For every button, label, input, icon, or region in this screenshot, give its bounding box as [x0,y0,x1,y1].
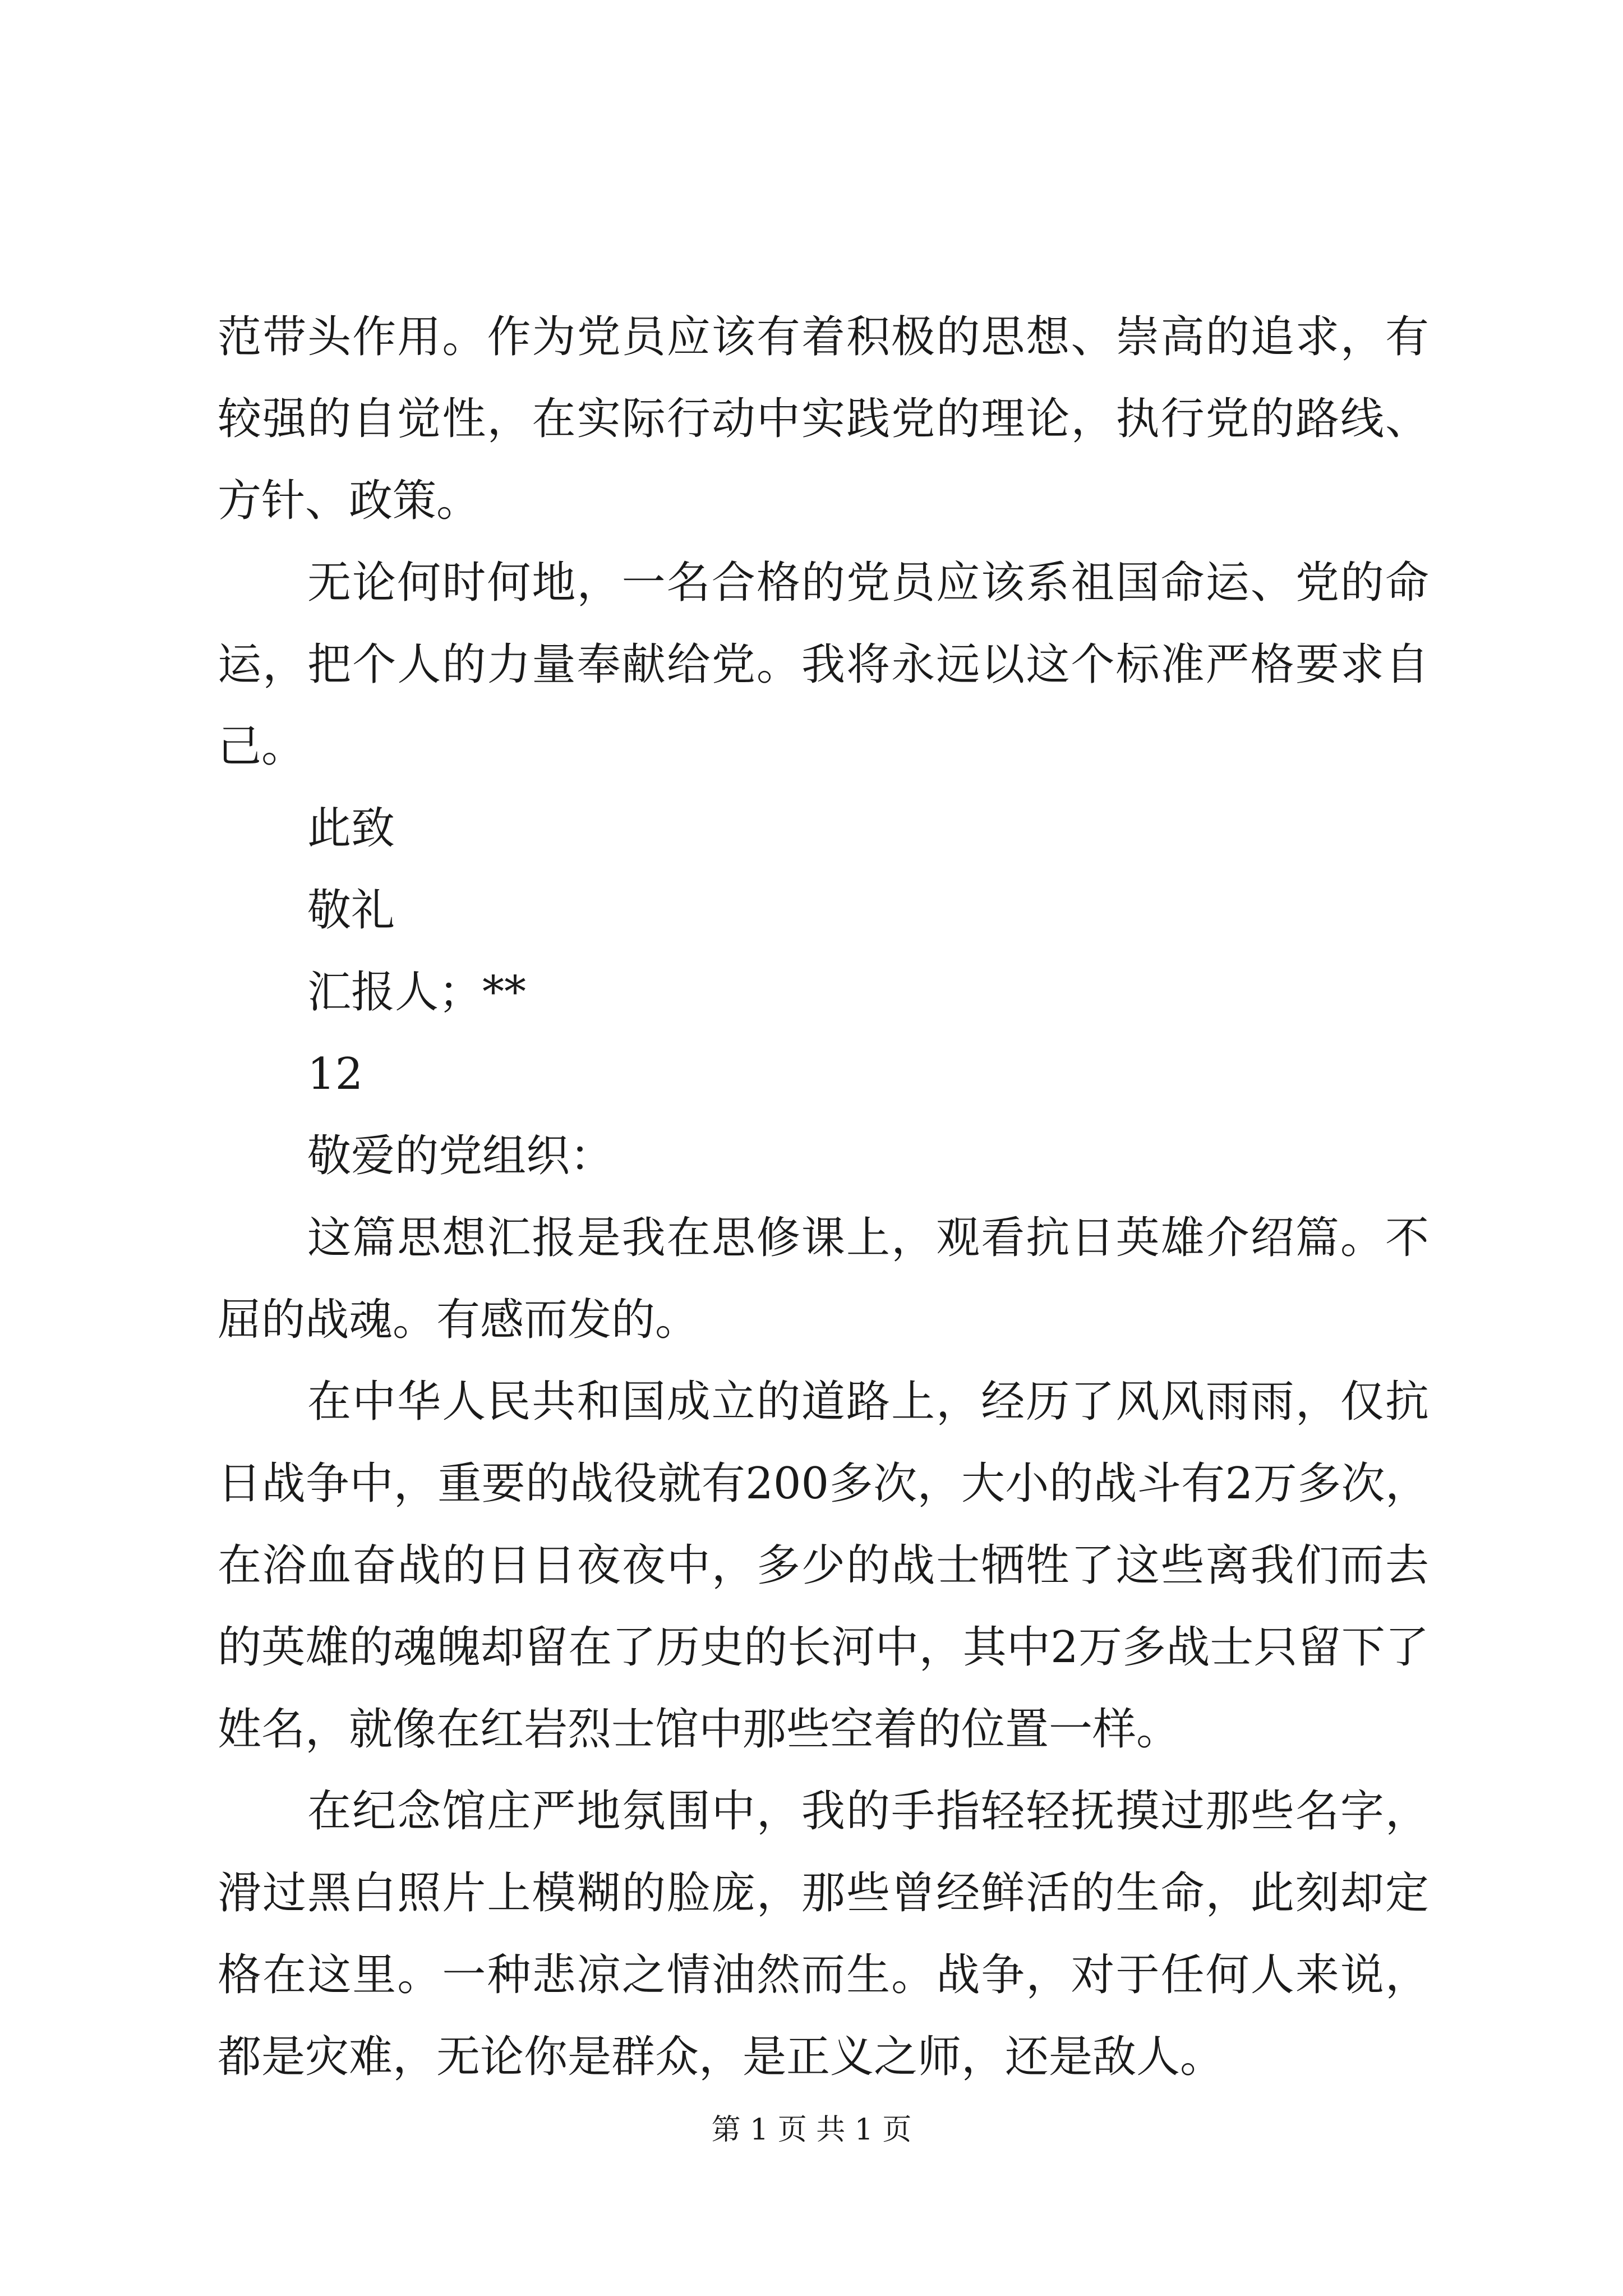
paragraph: 这篇思想汇报是我在思修课上，观看抗日英雄介绍篇。不屈的战魂。有感而发的。 [218,1213,1429,1345]
paragraph: 在中华人民共和国成立的道路上，经历了风风雨雨，仅抗日战争中，重要的战役就有200多次，大小的战斗有2万多次，在浴血奋战的日日夜夜中，多少的战士牺牲了这些离我们而去的英雄的魂魄却留在了历史的长河中，其中2万多战士只留下了姓名，就像在红岩烈士馆中那些空着的位置一样。 [218,1377,1429,1755]
page-footer: 第 1 页 共 1 页 [711,2113,912,2147]
paragraph-continuation: 范带头作用。作为党员应该有着积极的思想、崇高的追求，有较强的自觉性，在实际行动中实践党的理论，执行党的路线、方针、政策。 [218,312,1429,526]
document-body [218,296,1429,2098]
date-number: 12 [307,1049,363,1099]
paragraph: 在纪念馆庄严地氛围中，我的手指轻轻抚摸过那些名字，滑过黑白照片上模糊的脸庞，那些曾经鲜活的生命，此刻却定格在这里。一种悲凉之情油然而生。战争，对于任何人来说，都是灾难，无论你是群众，是正义之师，还是敌人。 [218,1786,1429,2082]
closing-regards: 敬礼 [307,885,395,936]
letter-greeting: 敬爱的党组织： [307,1131,614,1181]
reporter-signature: 汇报人；** [307,967,527,1018]
closing-salutation: 此致 [307,803,395,854]
paragraph: 无论何时何地，一名合格的党员应该系祖国命运、党的命运，把个人的力量奉献给党。我将永远以这个标准严格要求自己。 [218,558,1429,772]
